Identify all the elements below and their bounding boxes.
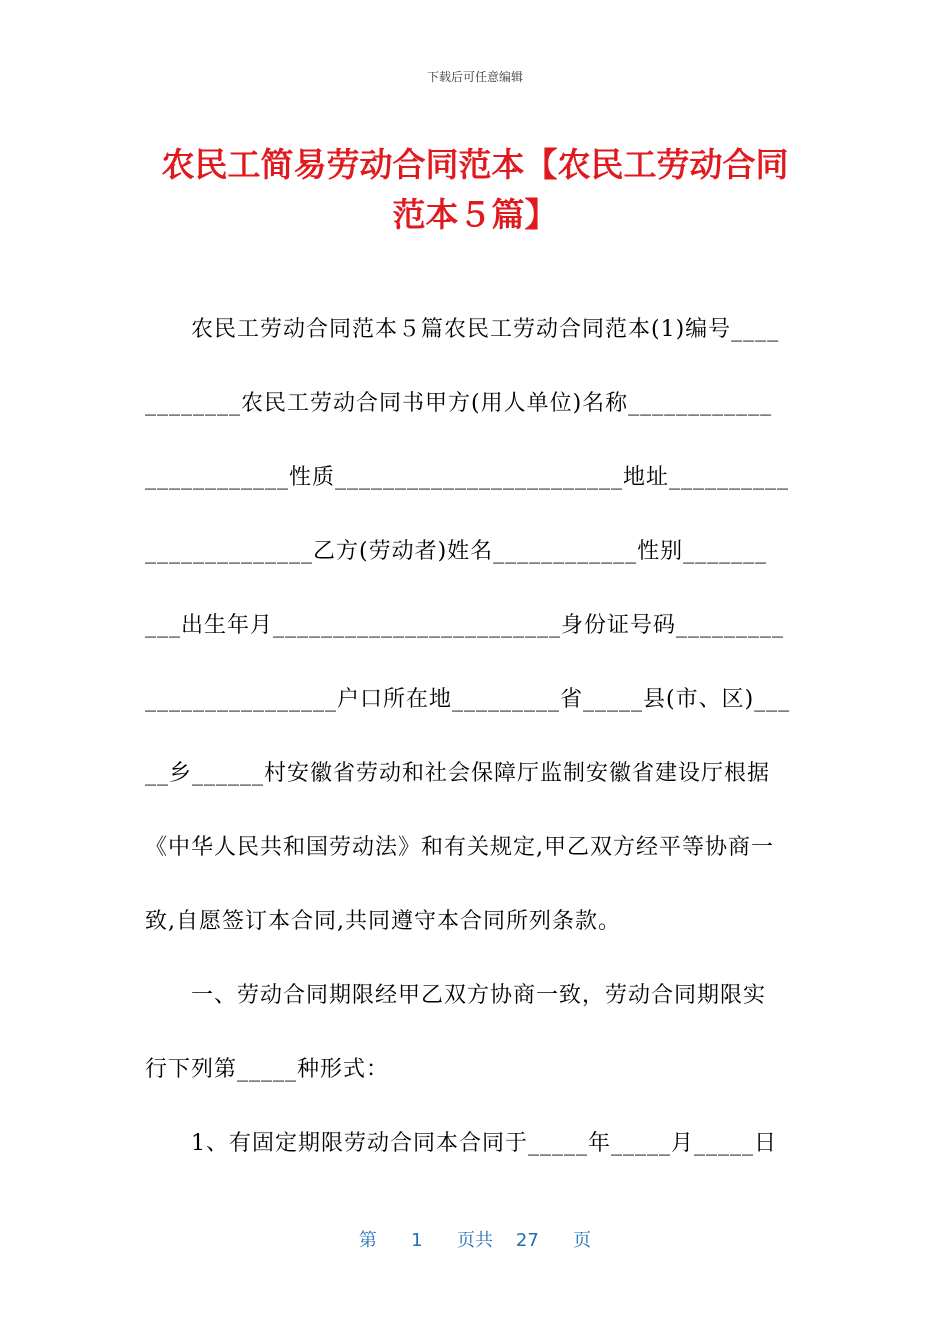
body-line: ________________户口所在地_________省_____县(市、区)___	[145, 687, 791, 712]
body-line: 《中华人民共和国劳动法》和有关规定,甲乙双方经平等协商一	[145, 835, 774, 860]
footer-middle: 页共	[456, 1230, 493, 1251]
body-line: __乡______村安徽省劳动和社会保障厅监制安徽省建设厅根据	[145, 761, 771, 786]
footer-page-number: 1	[411, 1230, 423, 1251]
page-footer	[0, 1226, 950, 1252]
body-line: ________农民工劳动合同书甲方(用人单位)名称____________	[145, 391, 773, 416]
body-line: 行下列第_____种形式：	[145, 1057, 390, 1082]
body-line: 1、有固定期限劳动合同本合同于_____年_____月_____日	[191, 1131, 777, 1156]
body-line: 一、劳动合同期限经甲乙双方协商一致，劳动合同期限实	[191, 983, 767, 1008]
body-line: 农民工劳动合同范本５篇农民工劳动合同范本(1)编号____	[191, 317, 780, 342]
footer-total-pages: 27	[515, 1230, 539, 1251]
footer-suffix: 页	[573, 1230, 592, 1251]
title-line-2: 范本５篇】	[392, 195, 558, 234]
body-line: ____________性质________________________地址__________	[145, 465, 790, 490]
footer-prefix: 第	[358, 1230, 377, 1251]
document-title	[145, 140, 805, 240]
title-line-1: 农民工简易劳动合同范本【农民工劳动合同	[161, 145, 789, 184]
document-body	[145, 312, 805, 1200]
body-line: 致,自愿签订本合同,共同遵守本合同所列条款。	[145, 909, 621, 934]
body-line: ______________乙方(劳动者)姓名____________性别_______	[145, 539, 768, 564]
body-line: ___出生年月________________________身份证号码_________	[145, 613, 785, 638]
header-note: 下载后可任意编辑	[426, 70, 523, 84]
